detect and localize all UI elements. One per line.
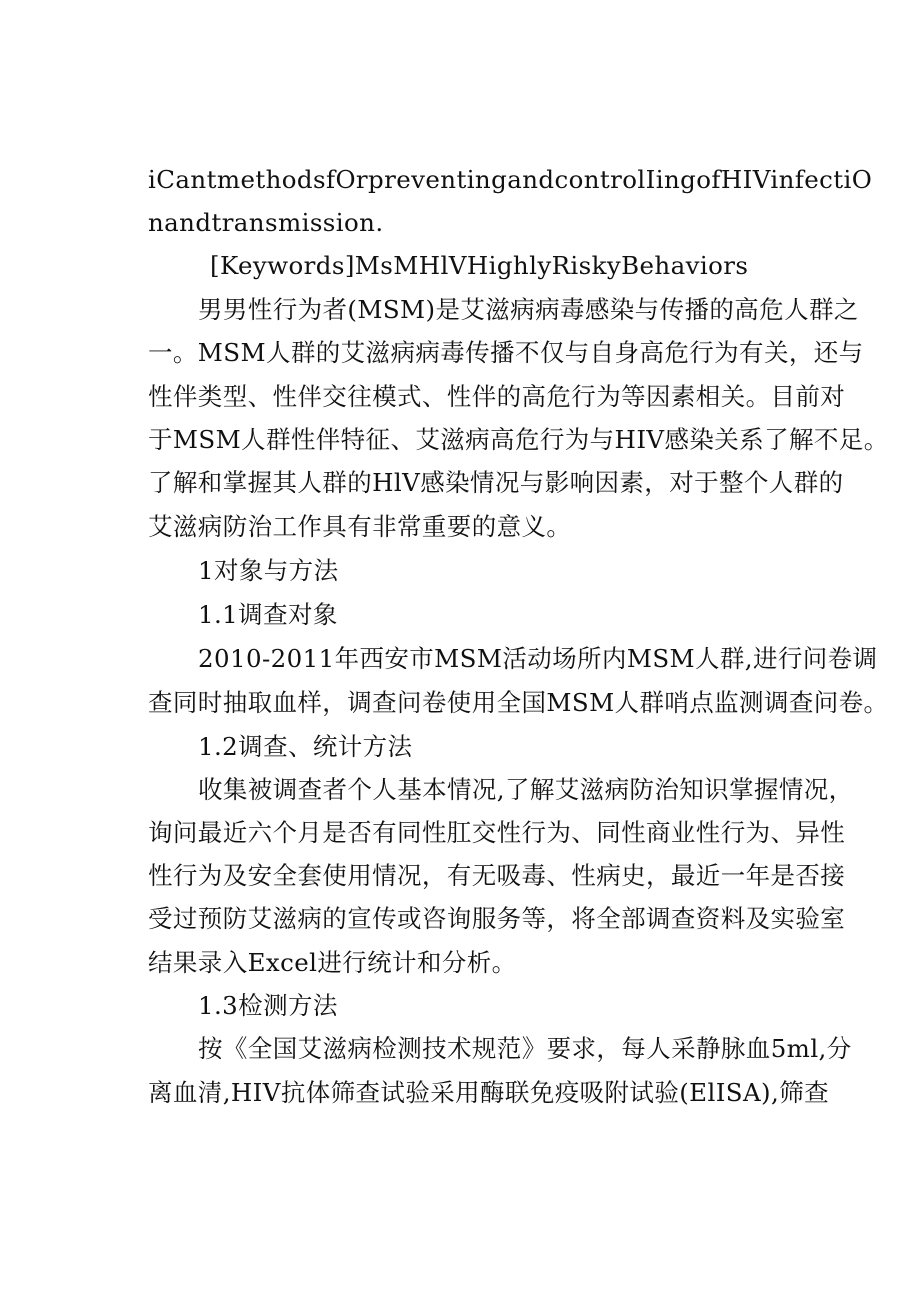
section-1-2-line-5: 结果录入Excel进行统计和分析。	[148, 948, 517, 977]
keywords-line: [Keywords]MsMHlVHighlyRiskyBehaviors	[210, 251, 749, 280]
section-1-2-line-2: 询问最近六个月是否有同性肛交性行为、同性商业性行为、异性	[148, 818, 846, 847]
intro-line-3: 性伴类型、性伴交往模式、性伴的高危行为等因素相关。目前对	[148, 382, 846, 411]
section-1-3-line-2: 离血清,HIV抗体筛查试验采用酶联免疫吸附试验(ElISA),筛查	[148, 1078, 830, 1107]
section-1-1-line-1: 2010-2011年西安市MSM活动场所内MSM人群,进行问卷调	[198, 644, 878, 673]
section-1-3-line-1: 按《全国艾滋病检测技术规范》要求，每人采静脉血5ml,分	[198, 1034, 852, 1063]
section-1-2-heading: 1.2调查、统计方法	[198, 732, 413, 761]
section-1-2-line-4: 受过预防艾滋病的宣传或咨询服务等，将全部调查资料及实验室	[148, 904, 846, 933]
intro-line-4: 于MSM人群性伴特征、艾滋病高危行为与HIV感染关系了解不足。	[148, 425, 889, 454]
section-1-3-heading: 1.3检测方法	[198, 991, 338, 1020]
section-1-2-line-3: 性行为及安全套使用情况，有无吸毒、性病史，最近一年是否接	[148, 861, 846, 890]
section-1-heading: 1对象与方法	[198, 556, 339, 585]
intro-line-5: 了解和掌握其人群的HlV感染情况与影响因素，对于整个人群的	[148, 468, 844, 497]
section-1-1-line-2: 查同时抽取血样，调查问卷使用全国MSM人群哨点监测调查问卷。	[148, 688, 889, 717]
intro-line-2: 一。MSM人群的艾滋病病毒传播不仅与自身高危行为有关，还与	[148, 338, 864, 367]
section-1-2-line-1: 收集被调查者个人基本情况,了解艾滋病防治知识掌握情况，	[198, 775, 854, 804]
intro-line-6: 艾滋病防治工作具有非常重要的意义。	[148, 512, 572, 541]
abstract-line-1: iCantmethodsfOrpreventingandcontrolIingofHIVinfectiO	[148, 165, 873, 194]
intro-line-1: 男男性行为者(MSM)是艾滋病病毒感染与传播的高危人群之	[198, 295, 859, 324]
abstract-line-2: nandtransmission.	[148, 208, 384, 237]
section-1-1-heading: 1.1调查对象	[198, 600, 338, 629]
